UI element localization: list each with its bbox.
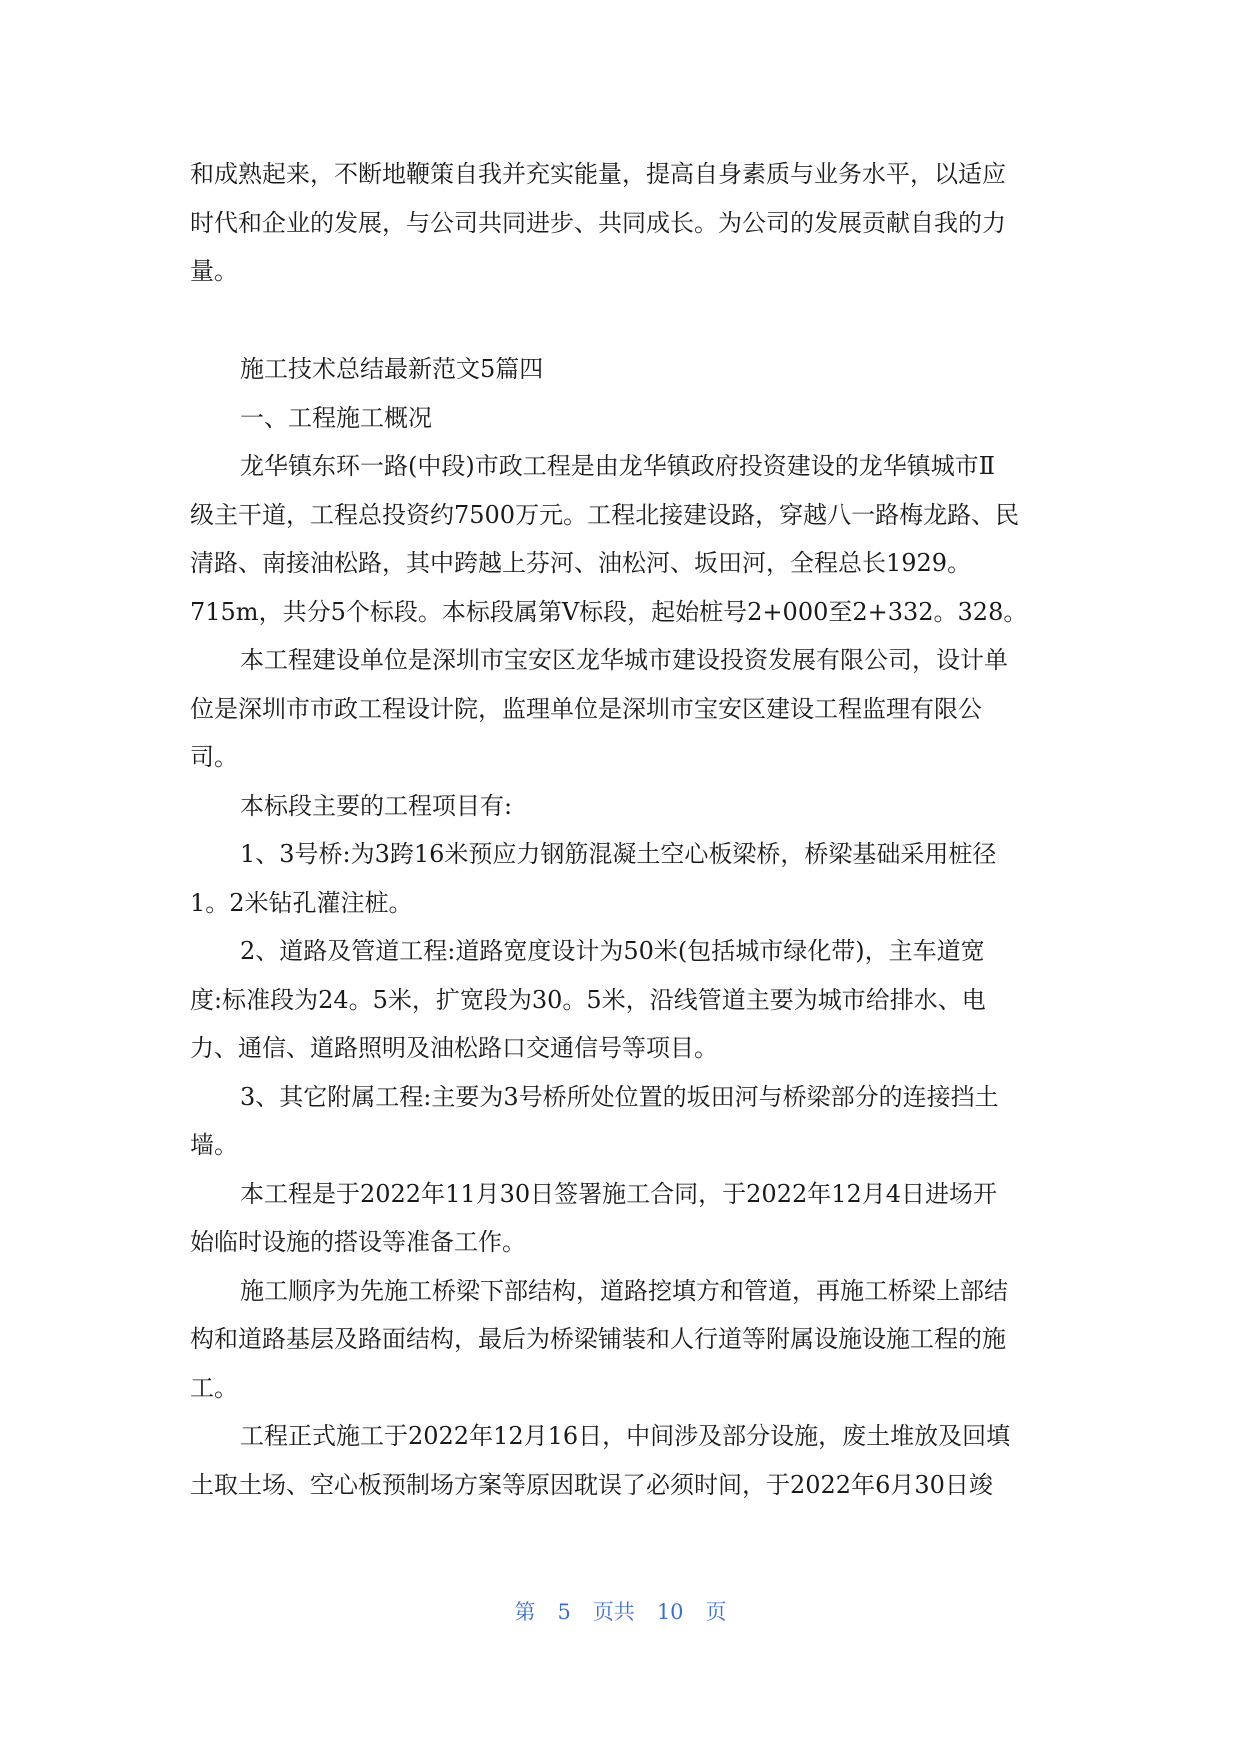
text-line: 量。	[190, 257, 238, 285]
text-line: 构和道路基层及路面结构，最后为桥梁铺装和人行道等附属设施设施工程的施	[190, 1325, 1006, 1353]
text-line: 度:标准段为24。5米，扩宽段为30。5米，沿线管道主要为城市给排水、电	[190, 985, 986, 1014]
text-line: 工。	[190, 1373, 238, 1402]
text-line: 墙。	[190, 1131, 238, 1159]
section-title: 施工技术总结最新范文5篇四	[240, 355, 544, 383]
text-line: 土取土场、空心板预制场方案等原因耽误了必须时间，于2022年6月30日竣	[190, 1470, 993, 1499]
footer-middle: 页共	[592, 1600, 635, 1624]
text-line: 本工程是于2022年11月30日签署施工合同，于2022年12月4日进场开	[240, 1179, 998, 1208]
text-line: 龙华镇东环一路(中段)市政工程是由龙华镇政府投资建设的龙华镇城市Ⅱ	[240, 452, 996, 480]
paragraph-9	[190, 1412, 1058, 1509]
text-line: 本工程建设单位是深圳市宝安区龙华城市建设投资发展有限公司，设计单	[240, 646, 1008, 674]
text-line: 工程正式施工于2022年12月16日，中间涉及部分设施，废土堆放及回填	[240, 1422, 1011, 1450]
text-line: 2、道路及管道工程:道路宽度设计为50米(包括城市绿化带)，主车道宽	[240, 937, 985, 965]
paragraph-3	[190, 782, 1058, 831]
text-line: 位是深圳市市政工程设计院，监理单位是深圳市宝安区建设工程监理有限公	[190, 694, 982, 723]
page-footer	[0, 1596, 1241, 1626]
heading-overview: 一、工程施工概况	[240, 403, 432, 432]
paragraph-7	[190, 1170, 1058, 1267]
footer-total-pages: 10	[656, 1600, 684, 1624]
text-line: 清路、南接油松路，其中跨越上芬河、油松河、坂田河，全程总长1929。	[190, 549, 972, 577]
text-line: 级主干道，工程总投资约7500万元。工程北接建设路，穿越八一路梅龙路、民	[190, 500, 1020, 529]
text-line: 始临时设施的搭设等准备工作。	[190, 1228, 526, 1256]
text-line: 1、3号桥:为3跨16米预应力钢筋混凝土空心板梁桥，桥梁基础采用桩径	[240, 840, 997, 868]
footer-page-number: 5	[557, 1600, 571, 1624]
text-line: 3、其它附属工程:主要为3号桥所处位置的坂田河与桥梁部分的连接挡土	[240, 1082, 999, 1111]
text-line: 施工顺序为先施工桥梁下部结构，道路挖填方和管道，再施工桥梁上部结	[240, 1276, 1008, 1305]
text-line: 715m，共分5个标段。本标段属第Ⅴ标段，起始桩号2+000至2+332。328。	[190, 597, 1028, 626]
text-line: 1。2米钻孔灌注桩。	[190, 888, 413, 917]
top-paragraph	[190, 150, 1058, 296]
footer-suffix: 页	[705, 1600, 727, 1624]
paragraph-6	[190, 1073, 1058, 1170]
text-line: 和成熟起来，不断地鞭策自我并充实能量，提高自身素质与业务水平，以适应	[190, 160, 1006, 188]
footer-prefix: 第	[514, 1600, 536, 1624]
paragraph-5	[190, 927, 1058, 1073]
text-line: 司。	[190, 743, 238, 771]
paragraph-8	[190, 1267, 1058, 1413]
paragraph-1	[190, 442, 1058, 636]
text-line: 本标段主要的工程项目有:	[240, 791, 513, 820]
text-line: 时代和企业的发展，与公司共同进步、共同成长。为公司的发展贡献自我的力	[190, 208, 1006, 237]
paragraph-2	[190, 636, 1058, 782]
section-body	[190, 345, 1058, 1509]
text-line: 力、通信、道路照明及油松路口交通信号等项目。	[190, 1034, 718, 1062]
paragraph-4	[190, 830, 1058, 927]
